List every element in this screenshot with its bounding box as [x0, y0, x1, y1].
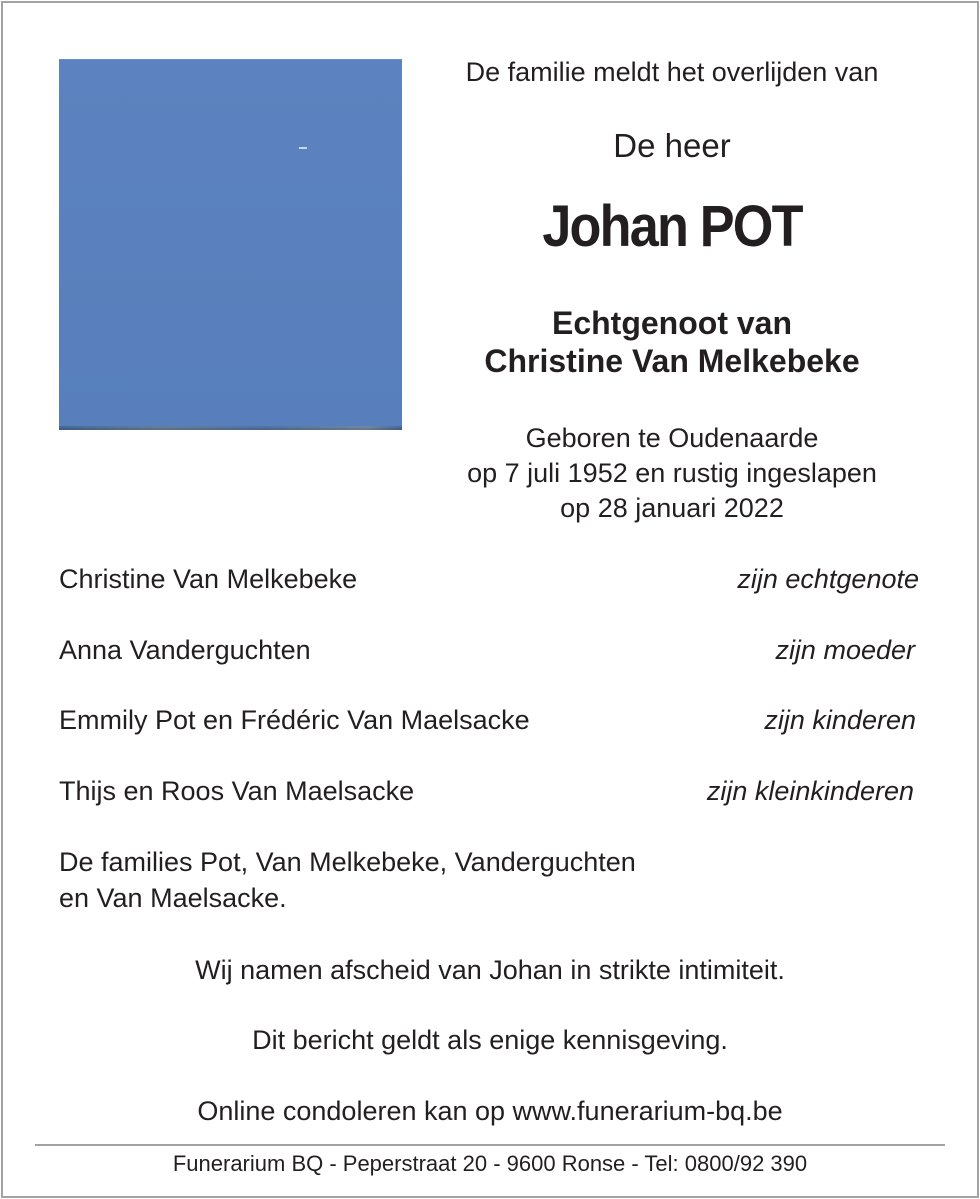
- funeral-home-footer: Funerarium BQ - Peperstraat 20 - 9600 Ronse - Tel: 0800/92 390: [172, 1151, 808, 1176]
- families-block: [59, 844, 759, 916]
- relative-role: zijn kinderen: [764, 705, 916, 735]
- relative-name: Emmily Pot en Frédéric Van Maelsacke: [59, 705, 530, 735]
- honorific-title: De heer: [613, 127, 731, 164]
- intro-text: De familie meldt het overlijden van: [465, 57, 879, 87]
- photo-speck: [299, 147, 307, 149]
- farewell-text: Wij namen afscheid van Johan in strikte intimiteit.: [195, 955, 785, 985]
- dates-block: [422, 421, 922, 526]
- footer-divider: [35, 1144, 945, 1146]
- relative-name: Anna Vanderguchten: [59, 635, 311, 665]
- relative-name: Christine Van Melkebeke: [59, 564, 358, 594]
- relative-role: zijn kleinkinderen: [706, 776, 914, 806]
- portrait-photo: [59, 59, 402, 430]
- dates-line-2: op 7 juli 1952 en rustig ingeslapen: [467, 458, 877, 488]
- families-line-2: en Van Maelsacke.: [59, 883, 287, 913]
- dates-line-1: Geboren te Oudenaarde: [525, 423, 819, 453]
- families-line-1: De families Pot, Van Melkebeke, Vanderguchten: [59, 847, 636, 877]
- online-condolence-text: Online condoleren kan op www.funerarium-bq.be: [197, 1096, 783, 1126]
- spouse-line-2: Christine Van Melkebeke: [484, 343, 860, 379]
- spouse-line-1: Echtgenoot van: [551, 305, 792, 341]
- relative-role: zijn moeder: [775, 635, 915, 665]
- relative-name: Thijs en Roos Van Maelsacke: [59, 776, 415, 806]
- photo-bottom-edge: [59, 426, 402, 430]
- deceased-name: Johan POT: [542, 194, 802, 259]
- dates-line-3: op 28 januari 2022: [560, 493, 784, 523]
- relative-role: zijn echtgenote: [737, 564, 919, 594]
- notice-text: Dit bericht geldt als enige kennisgeving.: [252, 1025, 728, 1055]
- spouse-block: [422, 304, 922, 380]
